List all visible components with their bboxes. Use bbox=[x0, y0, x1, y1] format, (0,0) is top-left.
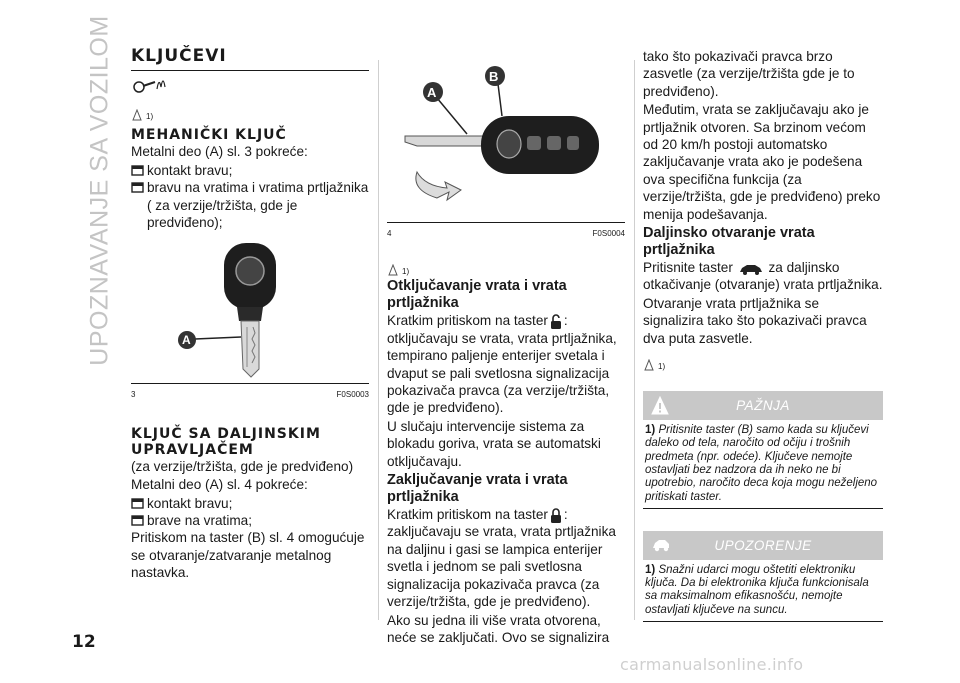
paragraph-text: Kratkim pritiskom na taster bbox=[387, 507, 548, 523]
bullet-icon bbox=[131, 182, 144, 193]
list-item-text: bravu na vratima i vratima prtljažnika ( za verzije/tržišta, gde je predviđeno); bbox=[147, 180, 369, 231]
figure-code: F0S0004 bbox=[592, 229, 625, 238]
paragraph: Ako su jedna ili više vrata otvorena, neće se zaključati. Ovo se signalizira bbox=[387, 612, 610, 645]
paragraph: (za verzije/tržišta, gde je predviđeno) bbox=[131, 458, 354, 474]
reference-note-1 bbox=[387, 256, 625, 276]
paragraph: tako što pokazivači pravca brzo zasvetle (za verzije/tržišta gde je to predviđeno). bbox=[643, 49, 855, 99]
chapter-side-title-text: UPOZNAVANJE SA VOZILOM bbox=[85, 14, 114, 366]
column-divider-2 bbox=[634, 60, 635, 620]
column-2 bbox=[387, 48, 625, 647]
figure-3-caption bbox=[131, 383, 369, 403]
notice-warning-header bbox=[643, 531, 883, 560]
list-item-text: kontakt bravu; bbox=[147, 162, 233, 178]
trunk-release-button-icon bbox=[738, 262, 764, 276]
paragraph bbox=[643, 259, 883, 294]
paragraph bbox=[387, 312, 625, 416]
column-1 bbox=[131, 48, 369, 583]
watermark: carmanualsonline.info bbox=[620, 655, 804, 674]
chapter-side-title bbox=[80, 14, 120, 366]
figure-number: 4 bbox=[387, 229, 392, 238]
paragraph-text: Kratkim pritiskom na taster bbox=[387, 313, 548, 329]
list-item bbox=[131, 162, 369, 179]
section-title-remote-key: KLJUČ SA DALJINSKIM UPRAVLJAČEM bbox=[131, 425, 321, 458]
reference-number: 1) bbox=[402, 267, 410, 277]
figure-number: 3 bbox=[131, 390, 136, 400]
paragraph: Metalni deo (A) sl. 4 pokreće: bbox=[131, 477, 308, 493]
column-3 bbox=[643, 48, 883, 622]
section-title-trunk-opening: Daljinsko otvaranje vrata prtljažnika bbox=[643, 225, 815, 259]
notice-attention-header bbox=[643, 391, 883, 420]
section-title-unlocking: Otključavanje vrata i vrata prtljažnika bbox=[387, 278, 567, 312]
notice-warning-body bbox=[643, 560, 883, 622]
figure-4-caption bbox=[387, 222, 625, 242]
notice-text: Pritisnite taster (B) samo kada su ključevi daleko od tela, naročito od očiju i trošnih predmeta (npr. odeće). Ključeve nemojte ostavljati bez nadzora da ih neko ne bi upotrebio, naročito deca koja mogu neželjeno pritiskati taster. bbox=[645, 424, 878, 503]
key-logo-icon bbox=[131, 75, 369, 97]
notice-warning bbox=[643, 531, 883, 622]
list-item bbox=[131, 495, 369, 512]
paragraph bbox=[387, 506, 625, 610]
paragraph: Otvaranje vrata prtljažnika se signalizira tako što pokazivači pravca dva puta zasvetle. bbox=[643, 295, 867, 346]
figure-3-label-a: A bbox=[182, 333, 191, 348]
notice-number: 1) bbox=[645, 563, 656, 576]
note-icon bbox=[643, 359, 655, 371]
bullet-icon bbox=[131, 515, 144, 526]
column-divider-1 bbox=[378, 60, 379, 620]
bullet-icon bbox=[131, 165, 144, 176]
attention-icon bbox=[651, 396, 669, 416]
bullet-icon bbox=[131, 498, 144, 509]
paragraph-text: Pritisnite taster bbox=[643, 260, 733, 276]
note-icon bbox=[131, 109, 143, 121]
page-number: 12 bbox=[72, 632, 96, 652]
paragraph: Metalni deo (A) sl. 3 pokreće: bbox=[131, 144, 308, 160]
figure-4-label-a: A bbox=[427, 85, 437, 100]
list-item bbox=[131, 512, 369, 529]
unlock-button-icon bbox=[549, 314, 563, 329]
paragraph-text: : otključavaju se vrata, vrata prtljažnika, tempirano paljenje enterijer svetala i dvaput se pali svetlosna signalizacija pokazivača pravca (za verzije/tržišta, gde je predviđeno). bbox=[387, 313, 617, 416]
paragraph: Međutim, vrata se zaključavaju ako je prtljažnik otvoren. Sa brzinom većom od 20 km/h postoji automatsko zaključavanje vrata ako je podešena ova specifična funkcija (za verzije/tržišta, gde je predviđeno) preko menija podešavanja. bbox=[643, 102, 881, 222]
notice-attention bbox=[643, 391, 883, 509]
note-icon bbox=[387, 264, 399, 276]
section-title-locking: Zaključavanje vrata i vrata prtljažnika bbox=[387, 472, 568, 506]
section-title-keys: KLJUČEVI bbox=[131, 48, 369, 71]
notice-attention-title: PAŽNJA bbox=[736, 397, 790, 413]
notice-warning-title: UPOZORENJE bbox=[714, 537, 812, 553]
figure-4-label-b: B bbox=[489, 69, 499, 84]
list-item bbox=[131, 179, 369, 231]
notice-number: 1) bbox=[645, 424, 656, 437]
reference-number: 1) bbox=[146, 112, 154, 122]
figure-4-remote-key bbox=[387, 60, 625, 222]
reference-note-1 bbox=[643, 351, 883, 371]
paragraph: Pritiskom na taster (B) sl. 4 omogućuje se otvaranje/zatvaranje metalnog nastavka. bbox=[131, 530, 365, 581]
lock-button-icon bbox=[549, 508, 563, 523]
notice-text: Snažni udarci mogu oštetiti elektroniku ključa. Da bi elektronika ključa funkcionisala sa maksimalnom efikasnošću, nemojte ostavljati ključeve na suncu. bbox=[645, 563, 869, 616]
figure-code: F0S0003 bbox=[336, 390, 369, 400]
section-title-mechanical-key: MEHANIČKI KLJUČ bbox=[131, 127, 287, 144]
list-item-text: brave na vratima; bbox=[147, 513, 253, 529]
car-warning-icon bbox=[651, 536, 671, 554]
remote-key-illustration bbox=[387, 60, 625, 222]
list-item-text: kontakt bravu; bbox=[147, 495, 233, 511]
figure-3-mechanical-key bbox=[131, 241, 369, 383]
notice-attention-body bbox=[643, 420, 883, 509]
paragraph-text: za daljinsko otkačivanje (otvaranje) vrata prtljažnika. bbox=[643, 260, 883, 293]
mechanical-key-illustration bbox=[131, 241, 369, 383]
paragraph-text: : zaključavaju se vrata, vrata prtljažnika na daljinu i gasi se lampica enterijer svetla i jednom se pali svetlosna signalizacija pokazivača pravca (za verzije/tržišta, gde je predviđeno). bbox=[387, 507, 616, 610]
reference-number: 1) bbox=[658, 362, 666, 372]
paragraph: U slučaju intervencije sistema za blokadu goriva, vrata se automatski otključavaju. bbox=[387, 418, 601, 469]
reference-note-1 bbox=[131, 101, 369, 121]
